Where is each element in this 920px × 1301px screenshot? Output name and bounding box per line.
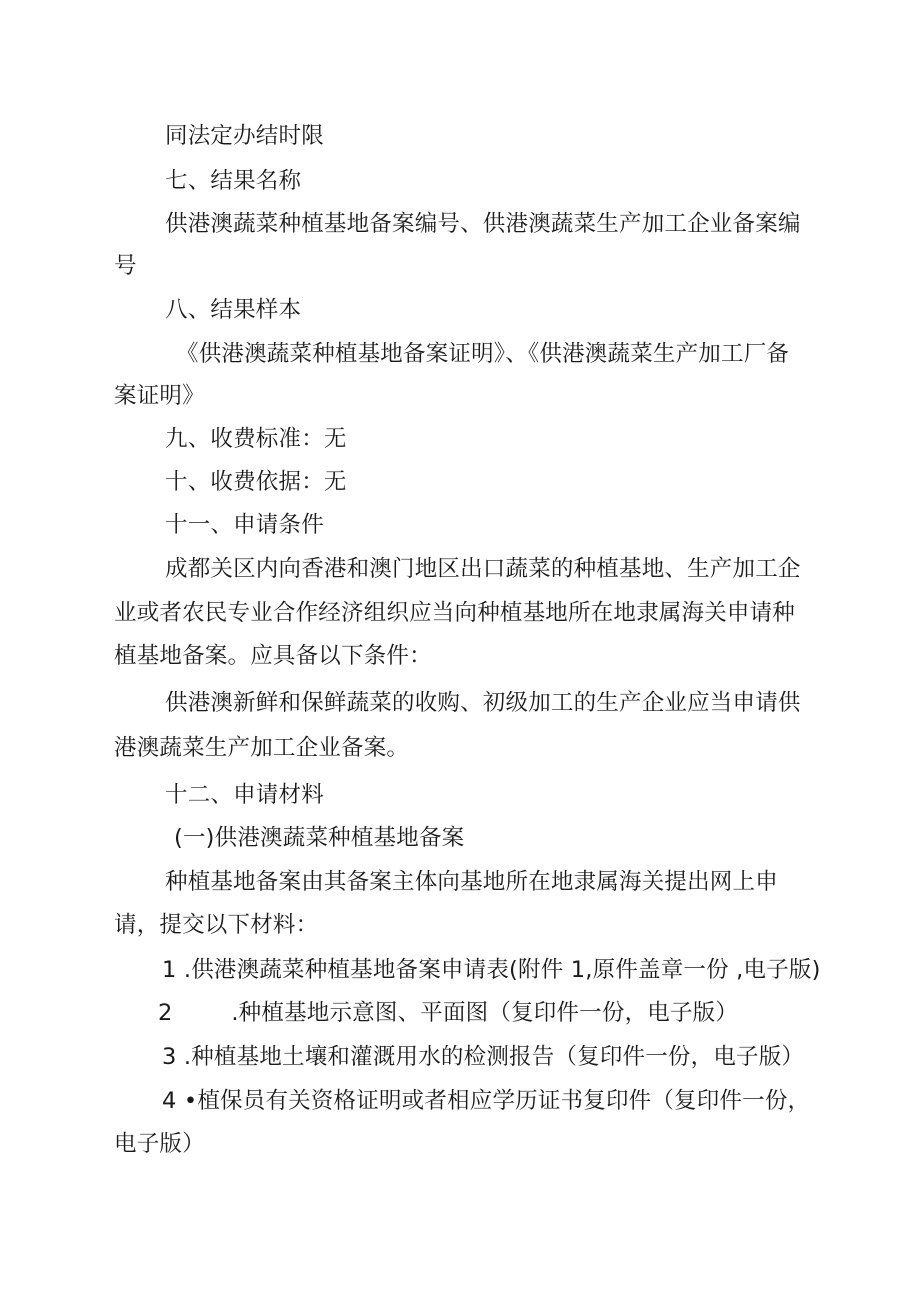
materials-intro-line-2: 请，提交以下材料： — [114, 912, 319, 938]
result-name-line-1: 供港澳蔬菜种植基地备案编号、供港澳蔬菜生产加工企业备案编 — [165, 211, 801, 237]
conditions-line-3: 植基地备案。应具备以下条件： — [114, 643, 432, 669]
result-sample-line-2: 案证明》 — [114, 383, 205, 409]
material-item-4-line-1: 4 •植保员有关资格证明或者相应学历证书复印件（复印件一份， — [162, 1088, 811, 1114]
conditions-line-2: 业或者农民专业合作经济组织应当向种植基地所在地隶属海关申请种 — [114, 600, 796, 626]
material-item-3: 3 .种植基地土壤和灌溉用水的检测报告（复印件一份，电子版） — [162, 1044, 805, 1070]
material-item-2: 2 .种植基地示意图、平面图（复印件一份，电子版） — [158, 1000, 739, 1026]
conditions-b-line-2: 港澳蔬菜生产加工企业备案。 — [114, 735, 410, 761]
subsection-heading-1: (一)供港澳蔬菜种植基地备案 — [174, 825, 465, 851]
result-name-line-2: 号 — [114, 253, 137, 279]
section-heading-12: 十二、申请材料 — [165, 782, 324, 808]
conditions-b-line-1: 供港澳新鲜和保鲜蔬菜的收购、初级加工的生产企业应当申请供 — [165, 690, 801, 716]
result-sample-line-1: 《供港澳蔬菜种植基地备案证明》、《供港澳蔬菜生产加工厂备 — [176, 341, 790, 367]
section-heading-9: 九、收费标准：无 — [165, 426, 347, 452]
section-heading-8: 八、结果样本 — [165, 297, 302, 323]
material-item-1: 1 .供港澳蔬菜种植基地备案申请表(附件 1,原件盖章一份 ,电子版) — [162, 957, 821, 983]
materials-intro-line-1: 种植基地备案由其备案主体向基地所在地隶属海关提出网上申 — [165, 869, 778, 895]
section-heading-10: 十、收费依据：无 — [165, 469, 347, 495]
paragraph-end-line: 同法定办结时限 — [165, 123, 324, 149]
material-item-4-line-2: 电子版） — [114, 1131, 205, 1157]
conditions-line-1: 成都关区内向香港和澳门地区出口蔬菜的种植基地、生产加工企 — [165, 556, 801, 582]
section-heading-11: 十一、申请条件 — [165, 512, 324, 538]
section-heading-7: 七、结果名称 — [165, 168, 302, 194]
